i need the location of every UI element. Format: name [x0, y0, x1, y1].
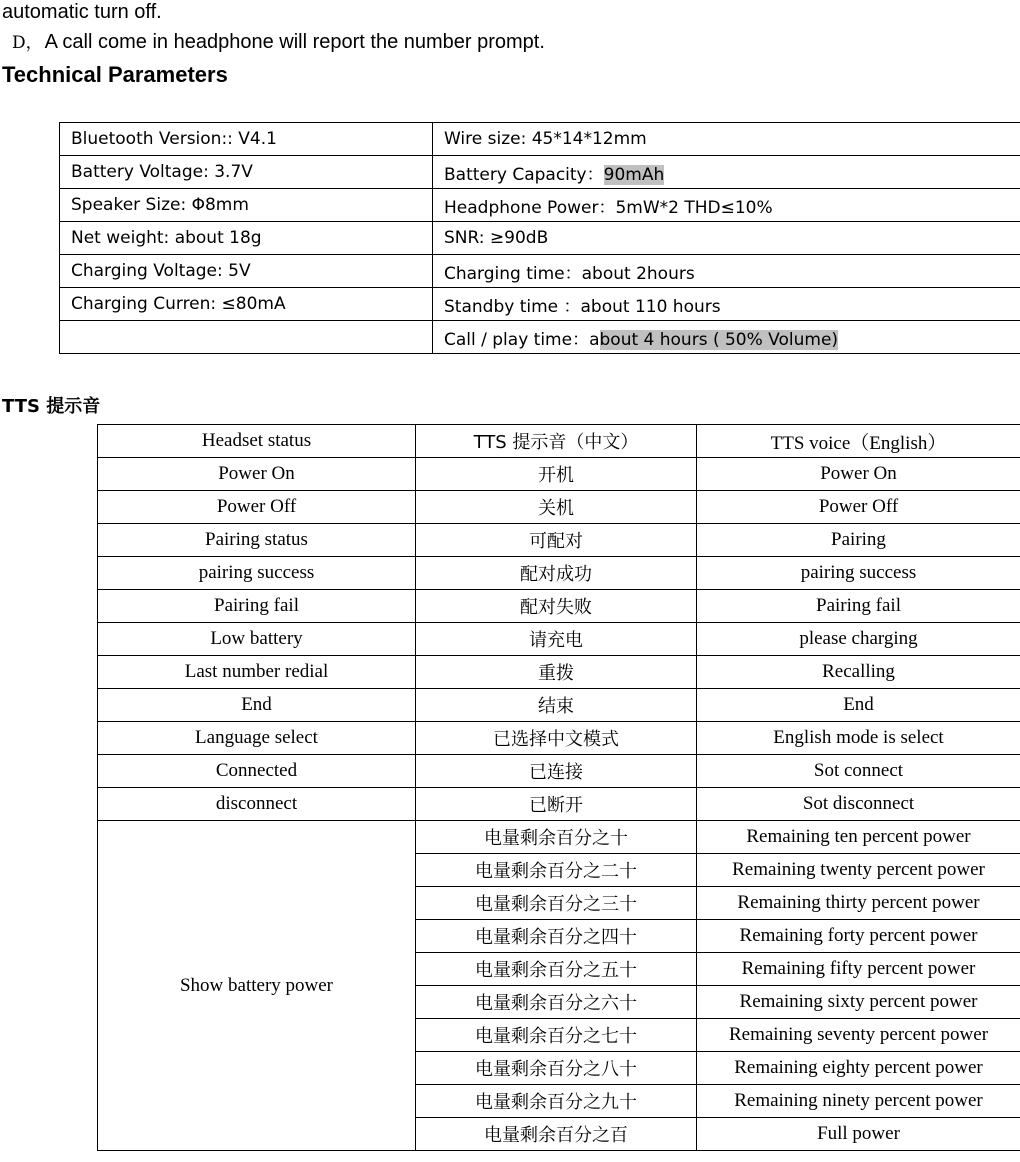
- column-header: Headset status: [98, 425, 416, 458]
- table-row: [60, 222, 1020, 255]
- param-cell: Net weight: about 18g: [60, 222, 433, 255]
- zh-cell: 电量剩余百分之九十: [416, 1085, 697, 1118]
- table-row: [98, 755, 1020, 788]
- section-heading: Technical Parameters: [2, 62, 228, 87]
- technical-parameters-table: [59, 122, 1020, 354]
- en-cell: Remaining twenty percent power: [697, 854, 1020, 887]
- zh-cell: 已断开: [416, 788, 697, 821]
- en-cell: please charging: [697, 623, 1020, 656]
- param-cell: Bluetooth Version:: V4.1: [60, 123, 433, 156]
- zh-cell: 电量剩余百分之二十: [416, 854, 697, 887]
- zh-cell: 开机: [416, 458, 697, 491]
- en-cell: Full power: [697, 1118, 1020, 1151]
- param-cell: [60, 321, 433, 354]
- table-row: [60, 189, 1020, 222]
- column-header: TTS voice（English）: [697, 425, 1020, 458]
- table-row: [60, 288, 1020, 321]
- param-cell: Standby time ：about 110 hours: [433, 288, 1020, 321]
- table-row: [98, 821, 1020, 854]
- param-cell: Charging Curren: ≤80mA: [60, 288, 433, 321]
- param-cell: [433, 321, 1020, 354]
- table-row: [98, 524, 1020, 557]
- status-cell: Pairing fail: [98, 590, 416, 623]
- tts-prompt-table: [97, 424, 1020, 1151]
- intro-line-2: [12, 30, 545, 55]
- param-cell: [433, 156, 1020, 189]
- table-row: [98, 557, 1020, 590]
- en-cell: Remaining sixty percent power: [697, 986, 1020, 1019]
- zh-cell: 配对成功: [416, 557, 697, 590]
- en-cell: End: [697, 689, 1020, 722]
- en-cell: Remaining seventy percent power: [697, 1019, 1020, 1052]
- list-marker: D，: [12, 33, 43, 53]
- table-row: [98, 491, 1020, 524]
- status-cell: Power Off: [98, 491, 416, 524]
- zh-cell: 电量剩余百分之八十: [416, 1052, 697, 1085]
- status-cell: Connected: [98, 755, 416, 788]
- zh-cell: 重拨: [416, 656, 697, 689]
- zh-cell: 电量剩余百分之百: [416, 1118, 697, 1151]
- table-row: [98, 458, 1020, 491]
- intro-line-2-text: A call come in headphone will report the number prompt.: [44, 31, 545, 53]
- en-cell: pairing success: [697, 557, 1020, 590]
- param-label: Call / play time：a: [444, 329, 600, 350]
- zh-cell: 结束: [416, 689, 697, 722]
- param-cell: Charging Voltage: 5V: [60, 255, 433, 288]
- en-cell: Remaining thirty percent power: [697, 887, 1020, 920]
- status-cell: disconnect: [98, 788, 416, 821]
- zh-cell: 已选择中文模式: [416, 722, 697, 755]
- status-cell: End: [98, 689, 416, 722]
- en-cell: Recalling: [697, 656, 1020, 689]
- table-row: [98, 656, 1020, 689]
- zh-cell: 电量剩余百分之三十: [416, 887, 697, 920]
- en-cell: Pairing: [697, 524, 1020, 557]
- en-cell: Remaining ninety percent power: [697, 1085, 1020, 1118]
- zh-cell: 电量剩余百分之七十: [416, 1019, 697, 1052]
- intro-line-1: automatic turn off.: [2, 1, 162, 23]
- table-row: [98, 788, 1020, 821]
- param-label: Battery Capacity：: [444, 164, 604, 185]
- status-cell: Pairing status: [98, 524, 416, 557]
- highlighted-value: 90mAh: [603, 164, 665, 185]
- table-row: [98, 623, 1020, 656]
- status-cell: pairing success: [98, 557, 416, 590]
- status-cell: Language select: [98, 722, 416, 755]
- en-cell: Pairing fail: [697, 590, 1020, 623]
- param-cell: Battery Voltage: 3.7V: [60, 156, 433, 189]
- en-cell: Sot disconnect: [697, 788, 1020, 821]
- table-row: [98, 590, 1020, 623]
- highlighted-value: bout 4 hours ( 50% Volume): [599, 329, 839, 350]
- zh-cell: 电量剩余百分之四十: [416, 920, 697, 953]
- zh-cell: 可配对: [416, 524, 697, 557]
- table-row: [98, 722, 1020, 755]
- zh-cell: 电量剩余百分之六十: [416, 986, 697, 1019]
- en-cell: Power On: [697, 458, 1020, 491]
- column-header: TTS 提示音（中文）: [416, 425, 697, 458]
- en-cell: English mode is select: [697, 722, 1020, 755]
- status-cell: Low battery: [98, 623, 416, 656]
- param-cell: SNR: ≥90dB: [433, 222, 1020, 255]
- zh-cell: 请充电: [416, 623, 697, 656]
- battery-status-cell: Show battery power: [98, 821, 416, 1151]
- param-cell: Wire size: 45*14*12mm: [433, 123, 1020, 156]
- status-cell: Last number redial: [98, 656, 416, 689]
- en-cell: Sot connect: [697, 755, 1020, 788]
- status-cell: Power On: [98, 458, 416, 491]
- en-cell: Remaining ten percent power: [697, 821, 1020, 854]
- table-row: [60, 156, 1020, 189]
- zh-cell: 电量剩余百分之五十: [416, 953, 697, 986]
- param-cell: Speaker Size: Φ8mm: [60, 189, 433, 222]
- zh-cell: 关机: [416, 491, 697, 524]
- param-cell: Headphone Power：5mW*2 THD≤10%: [433, 189, 1020, 222]
- table-header-row: [98, 425, 1020, 458]
- zh-cell: 电量剩余百分之十: [416, 821, 697, 854]
- en-cell: Remaining eighty percent power: [697, 1052, 1020, 1085]
- zh-cell: 已连接: [416, 755, 697, 788]
- tts-section-title: TTS 提示音: [2, 396, 101, 417]
- param-cell: Charging time：about 2hours: [433, 255, 1020, 288]
- en-cell: Remaining fifty percent power: [697, 953, 1020, 986]
- table-row: [60, 255, 1020, 288]
- en-cell: Remaining forty percent power: [697, 920, 1020, 953]
- table-row: [98, 689, 1020, 722]
- zh-cell: 配对失败: [416, 590, 697, 623]
- table-row: [60, 123, 1020, 156]
- en-cell: Power Off: [697, 491, 1020, 524]
- table-row: [60, 321, 1020, 354]
